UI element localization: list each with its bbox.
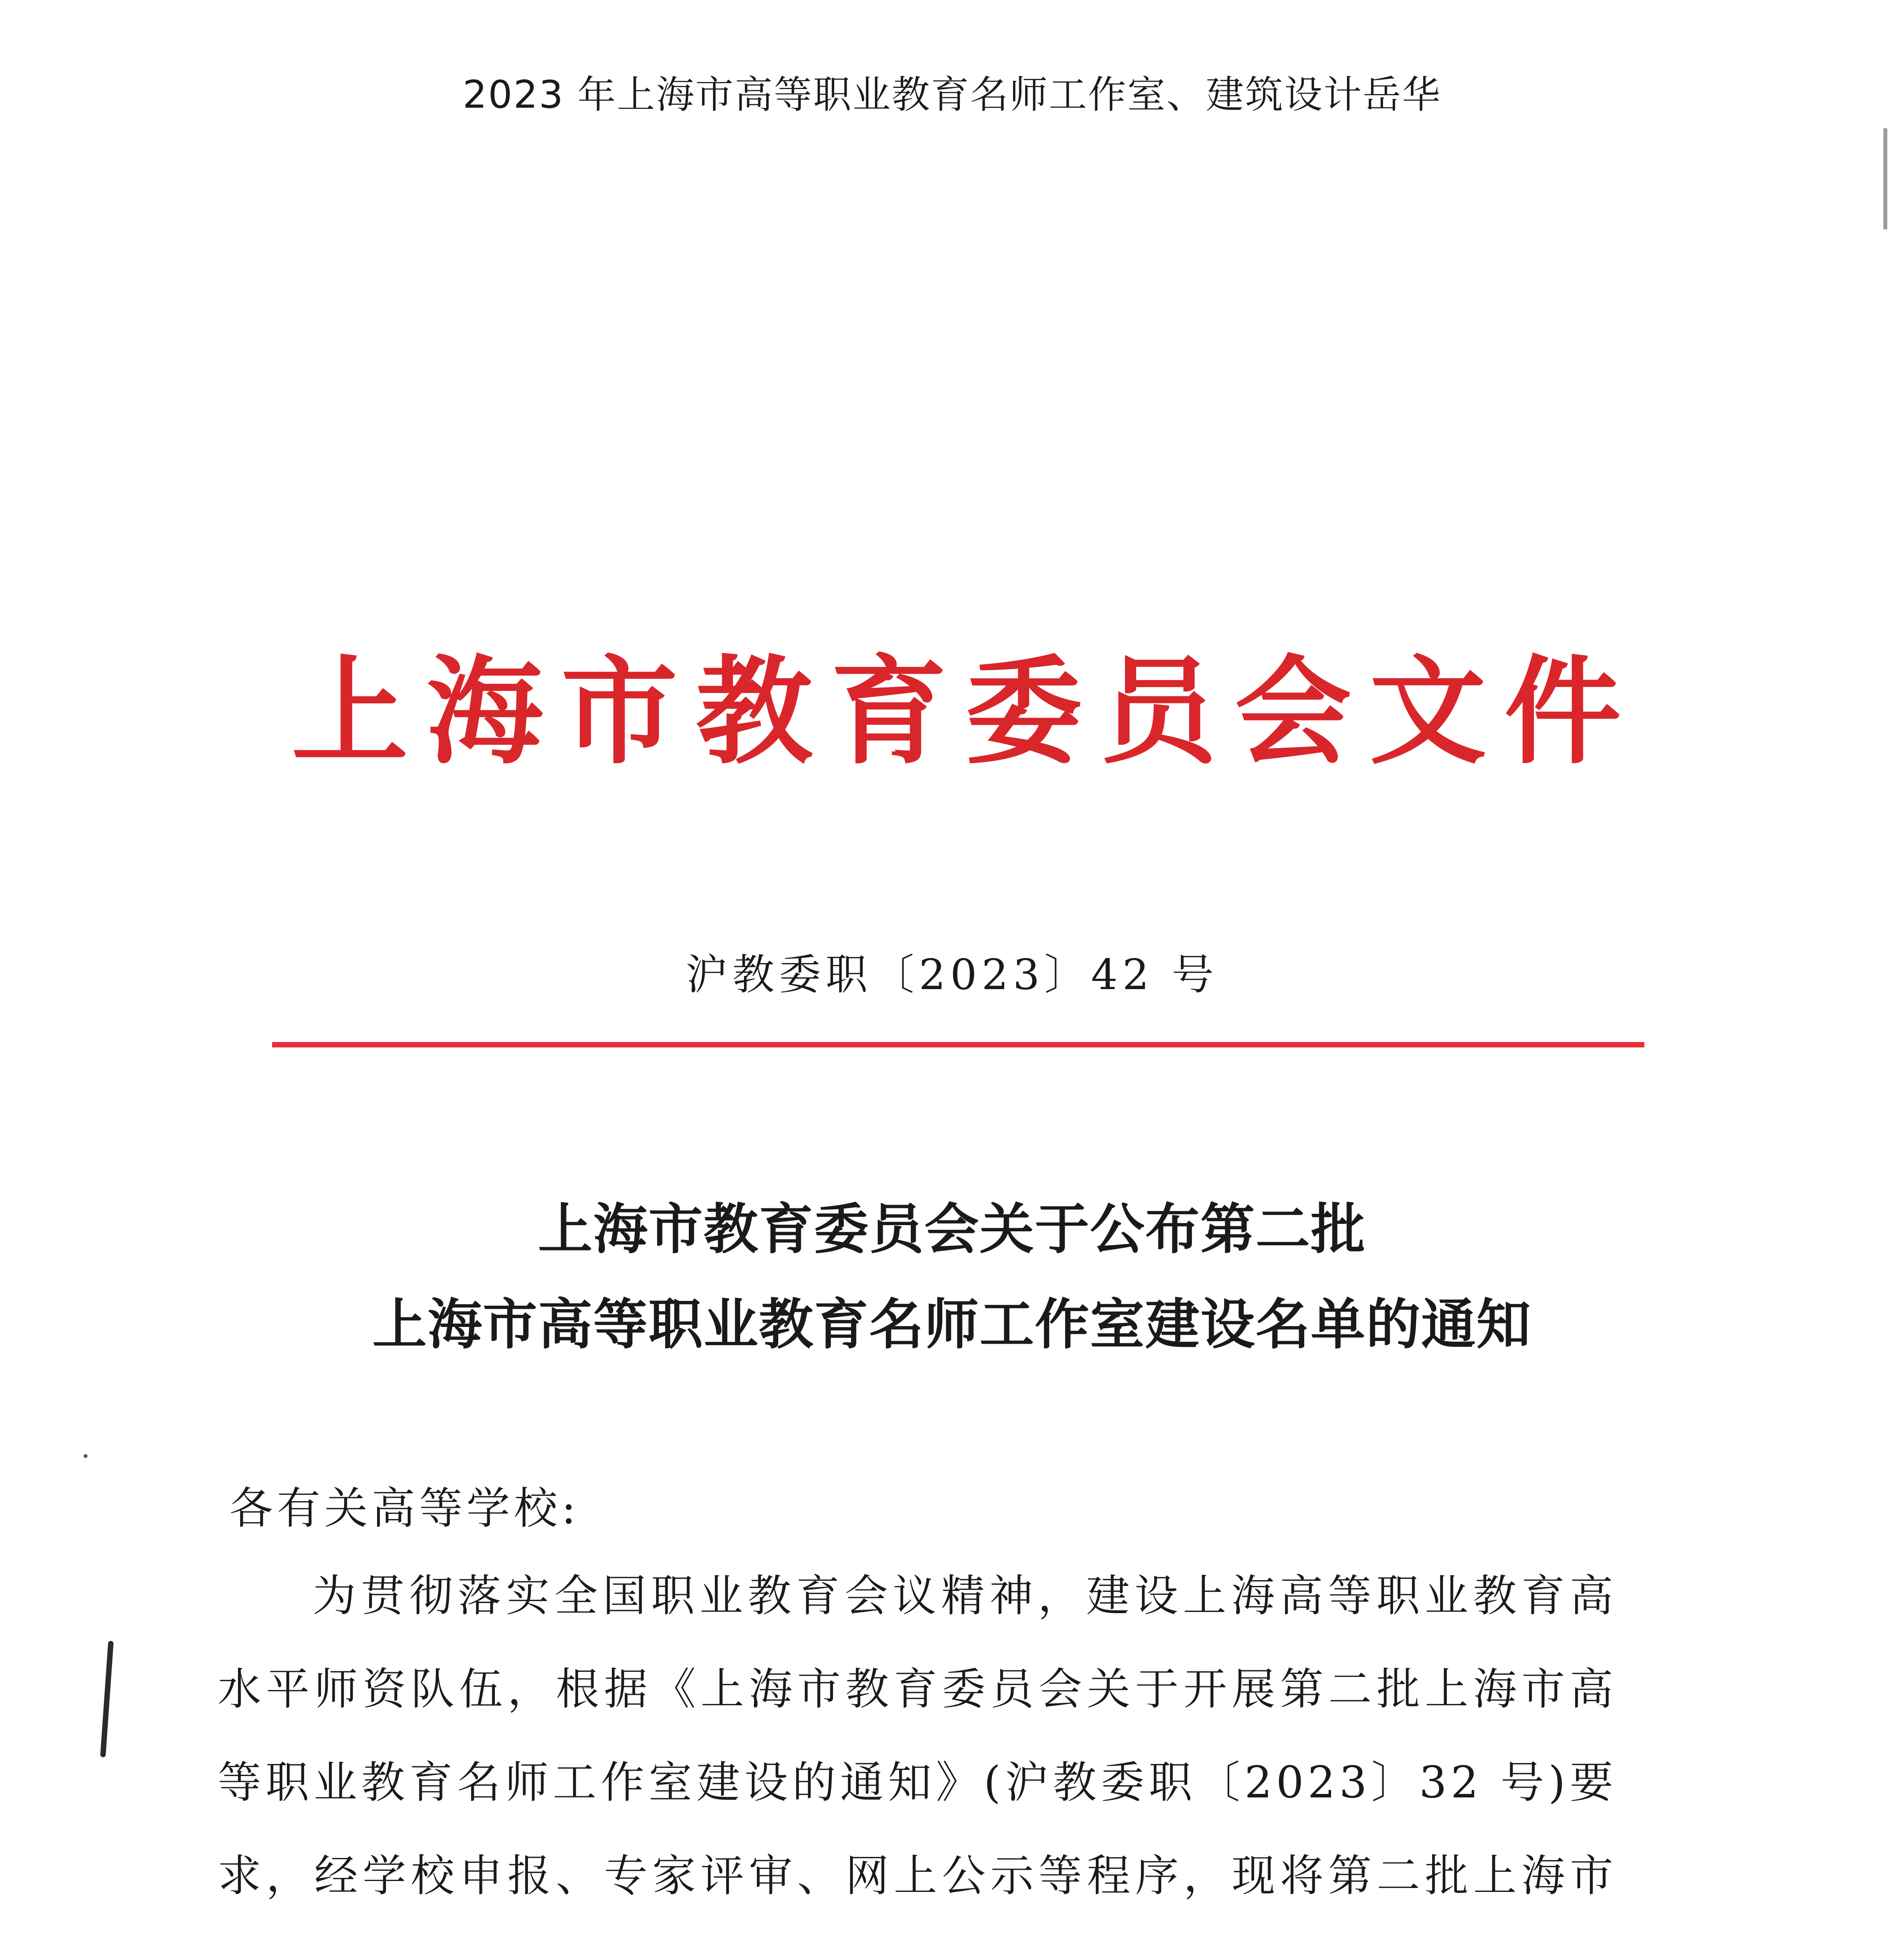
letterhead-char: 会 xyxy=(1235,643,1352,780)
title-line-1: 上海市教育委员会关于公布第二批 xyxy=(538,1198,1366,1261)
salutation: 各有关高等学校: xyxy=(229,1483,580,1534)
document-title xyxy=(0,1182,1904,1372)
letterhead-char: 文 xyxy=(1369,643,1487,780)
letterhead-char: 委 xyxy=(965,643,1082,780)
letterhead-char: 件 xyxy=(1504,643,1621,780)
letterhead-char: 员 xyxy=(1100,643,1217,780)
letterhead-char: 上 xyxy=(292,643,408,780)
letterhead-char: 海 xyxy=(426,643,543,780)
scan-edge-mark xyxy=(1883,128,1887,229)
title-line-2: 上海市高等职业教育名师工作室建设名单的通知 xyxy=(372,1293,1532,1357)
letterhead-char: 市 xyxy=(561,643,678,780)
paragraph-1: 为贯彻落实全国职业教育会议精神，建设上海高等职业教育高水平师资队伍，根据《上海市教育委员会关于开展第二批上海市高等职业教育名师工作室建设的通知》(沪教委职〔2023〕32 号)要求，经学校申报、专家评审、网上公示等程序，现将第二批上海市 xyxy=(218,1571,1617,1901)
letterhead-char: 育 xyxy=(830,643,947,780)
body-text xyxy=(218,1549,1617,1944)
document-number: 沪教委职〔2023〕42 号 xyxy=(685,951,1219,999)
red-divider-line xyxy=(272,1042,1644,1047)
red-letterhead xyxy=(292,643,1621,780)
margin-dot-mark xyxy=(84,1454,87,1458)
margin-pen-mark xyxy=(100,1641,114,1757)
letterhead-char: 教 xyxy=(695,643,812,780)
running-header: 2023 年上海市高等职业教育名师工作室、建筑设计岳华 xyxy=(463,73,1441,117)
